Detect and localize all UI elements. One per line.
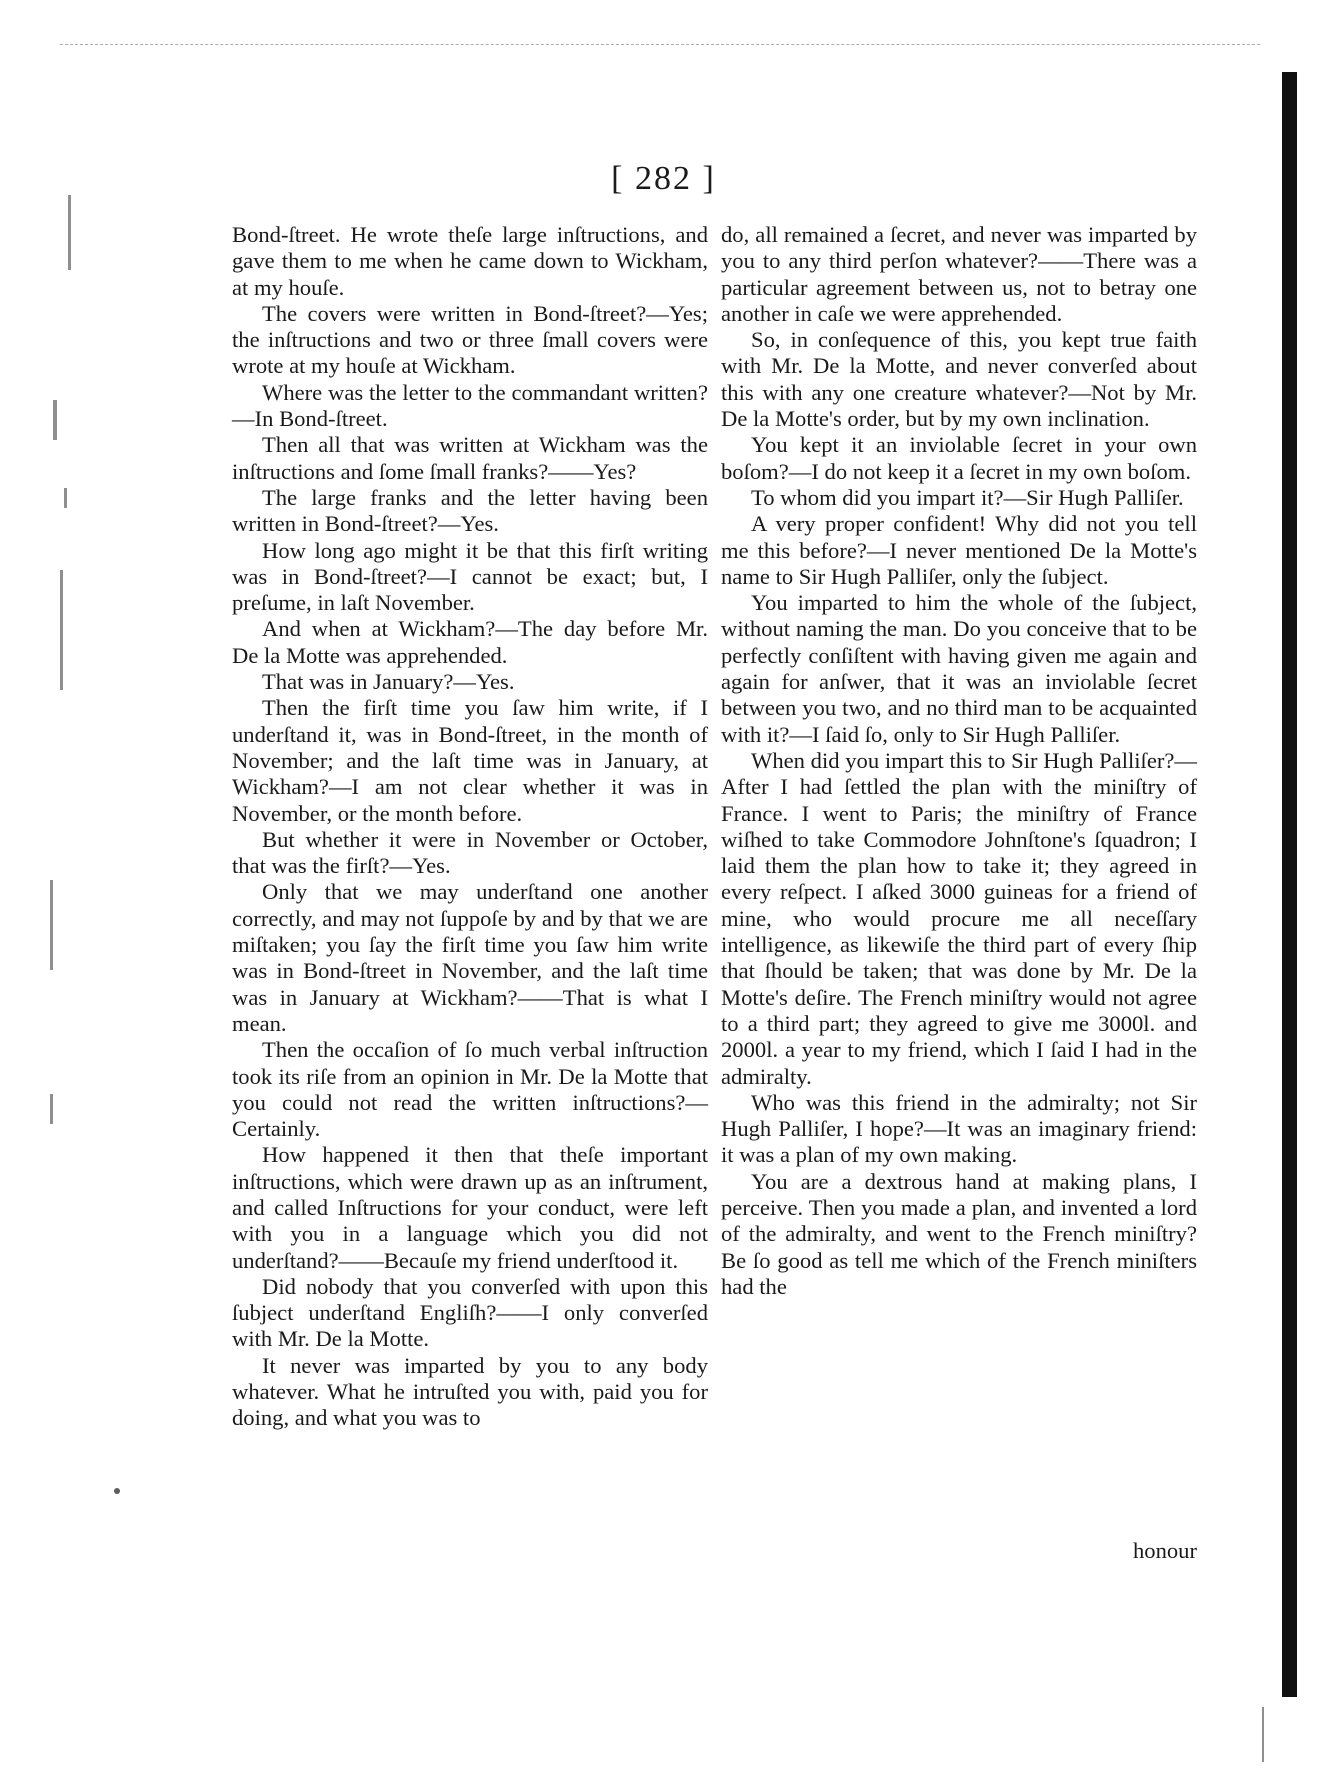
paragraph: The covers were written in Bond-ſtreet?—Yes; the inſtructions and two or three ſmall covers were wrote at my houſe at Wickham. bbox=[232, 300, 708, 379]
paragraph: You imparted to him the whole of the ſubject, without naming the man. Do you conceive that to be perfectly conſiſtent with having given me again and again for anſwer, that it was an inviolable ſecret between you two, and no third man to be acquainted with it?—I ſaid ſo, only to Sir Hugh Palliſer. bbox=[721, 590, 1197, 747]
scan-edge-noise bbox=[60, 44, 1260, 57]
paragraph: Only that we may underſtand one another correctly, and may not ſuppoſe by and by that we are miſtaken; you ſay the firſt time you ſaw him write was in Bond-ſtreet in November, and the laſt time was in January at Wickham?——That is what I mean. bbox=[232, 879, 708, 1036]
paragraph: The large franks and the letter having been written in Bond-ſtreet?—Yes. bbox=[232, 484, 708, 537]
scan-mark bbox=[60, 570, 63, 690]
right-column bbox=[721, 222, 1197, 1300]
paragraph: But whether it were in November or October, that was the firſt?—Yes. bbox=[232, 826, 708, 879]
scan-mark bbox=[68, 195, 71, 270]
paragraph: Who was this friend in the admiralty; not Sir Hugh Palliſer, I hope?—It was an imaginary friend: it was a plan of my own making. bbox=[721, 1089, 1197, 1168]
catchword: honour bbox=[1132, 1538, 1197, 1563]
page-number: [ 282 ] bbox=[611, 160, 716, 197]
paragraph: When did you impart this to Sir Hugh Palliſer?—After I had ſettled the plan with the miniſtry of France. I went to Paris; the miniſtry of France wiſhed to take Commodore Johnſtone's ſquadron; I laid them the plan how to take it; they agreed in every reſpect. I aſked 3000 guineas for a friend of mine, who would procure me all neceſſary intelligence, as likewiſe the third part of every ſhip that ſhould be taken; that was done by Mr. De la Motte's deſire. The French miniſtry would not agree to a third part; they agreed to give me 3000l. and 2000l. a year to my friend, which I ſaid I had in the admiralty. bbox=[721, 747, 1197, 1089]
paragraph: How happened it then that theſe important inſtructions, which were drawn up as an inſtrument, and called Inſtructions for your conduct, were left with you in a language which you did not underſtand?——Becauſe my friend underſtood it. bbox=[232, 1142, 708, 1273]
scan-mark bbox=[50, 880, 53, 970]
paragraph: Then all that was written at Wickham was the inſtructions and ſome ſmall franks?——Yes? bbox=[232, 432, 708, 484]
paragraph: Then the occaſion of ſo much verbal inſtruction took its riſe from an opinion in Mr. De la Motte that you could not read the written inſtructions?—Certainly. bbox=[232, 1037, 708, 1142]
paragraph: A very proper confident! Why did not you tell me this before?—I never mentioned De la Motte's name to Sir Hugh Palliſer, only the ſubject. bbox=[721, 511, 1197, 589]
paragraph: Then the firſt time you ſaw him write, if I underſtand it, was in Bond-ſtreet, in the month of November; and the laſt time was in January, at Wickham?—I am not clear whether it was in November, or the month before. bbox=[232, 695, 708, 826]
scan-mark bbox=[1262, 1707, 1264, 1762]
paragraph: To whom did you impart it?—Sir Hugh Palliſer. bbox=[751, 484, 1184, 510]
paragraph: do, all remained a ſecret, and never was imparted by you to any third perſon whatever?——There was a particular agreement between us, not to betray one another in caſe we were apprehended. bbox=[721, 222, 1197, 326]
paragraph: So, in conſequence of this, you kept true faith with Mr. De la Motte, and never converſed about this with any one creature whatever?—Not by Mr. De la Motte's order, but by my own inclination. bbox=[721, 327, 1197, 432]
paragraph: How long ago might it be that this firſt writing was in Bond-ſtreet?—I cannot be exact; but, I preſume, in laſt November. bbox=[232, 537, 708, 616]
scan-mark bbox=[114, 1488, 120, 1494]
paragraph: That was in January?—Yes. bbox=[262, 669, 515, 695]
paragraph: And when at Wickham?—The day before Mr. De la Motte was apprehended. bbox=[232, 616, 708, 668]
scan-mark bbox=[53, 400, 57, 440]
scan-mark bbox=[50, 1094, 53, 1124]
paragraph: Did nobody that you converſed with upon this ſubject underſtand Engliſh?——I only converſed with Mr. De la Motte. bbox=[232, 1273, 708, 1352]
scan-mark bbox=[64, 488, 67, 508]
paragraph: It never was imparted by you to any body whatever. What he intruſted you with, paid you for doing, and what you was to bbox=[232, 1352, 708, 1431]
paragraph: Where was the letter to the commandant written?—In Bond-ſtreet. bbox=[232, 379, 708, 432]
left-column bbox=[232, 222, 708, 1432]
paragraph: Bond-ſtreet. He wrote theſe large inſtructions, and gave them to me when he came down to Wickham, at my houſe. bbox=[232, 222, 708, 300]
scan-binding-shadow bbox=[1282, 72, 1297, 1697]
paragraph: You are a dextrous hand at making plans, I perceive. Then you made a plan, and invented a lord of the admiralty, and went to the French miniſtry? Be ſo good as tell me which of the French miniſters had the bbox=[721, 1168, 1197, 1299]
paragraph: You kept it an inviolable ſecret in your own boſom?—I do not keep it a ſecret in my own boſom. bbox=[721, 432, 1197, 484]
